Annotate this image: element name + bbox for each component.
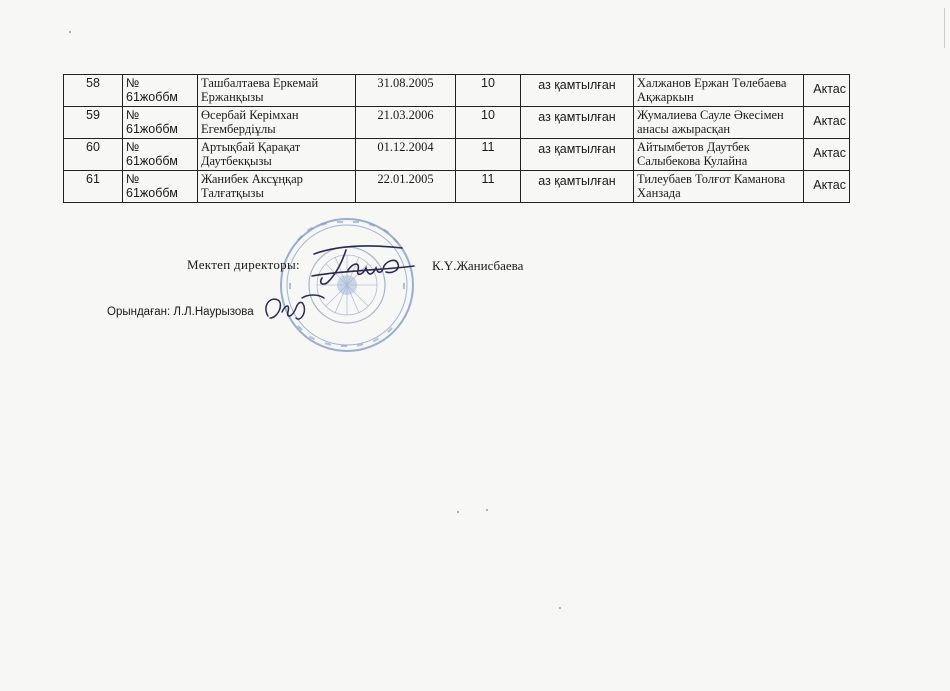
cell-status (521, 139, 634, 171)
director-label: Мектеп директоры: (187, 257, 300, 272)
cell-parent-names: Халжанов Ержан Төлебаева Ақжаркын (634, 75, 804, 107)
director-name: К.Ү.Жанисбаева (432, 258, 524, 273)
table-row (64, 107, 850, 139)
cell-status (521, 75, 634, 107)
cell-row-number: 60 (64, 139, 123, 171)
cell-birth-date: 31.08.2005 (356, 75, 456, 107)
scan-speck (486, 509, 488, 511)
cell-grade: 11 (456, 139, 521, 171)
cell-parent-names: Айтымбетов Даутбек Салыбекова Кулайна (634, 139, 804, 171)
cell-student-name: Жанибек Аксұңқар Талғатқызы (198, 171, 356, 203)
cell-student-name: Өсербай Керімхан Егембердіұлы (198, 107, 356, 139)
cell-birth-date: 21.03.2006 (356, 107, 456, 139)
cell-status (521, 107, 634, 139)
cell-village-text: Актас (813, 82, 846, 96)
cell-row-number: 61 (64, 171, 123, 203)
cell-school-code: № 61жоббм (123, 139, 198, 171)
cell-row-number: 58 (64, 75, 123, 107)
cell-village (804, 171, 850, 203)
executor-label: Орындаған: Л.Л.Наурызова (107, 306, 254, 318)
scan-speck (69, 31, 71, 33)
cell-status-text: аз қамтылған (538, 174, 616, 188)
cell-status-text: аз қамтылған (538, 110, 616, 124)
table-row (64, 171, 850, 203)
cell-status-text: аз қамтылған (538, 78, 616, 92)
cell-village-text: Актас (813, 146, 846, 160)
table-row (64, 75, 850, 107)
cell-parent-names: Жумалиева Сауле Әкесімен анасы ажырасқан (634, 107, 804, 139)
cell-village (804, 107, 850, 139)
student-table (63, 74, 850, 203)
cell-village-text: Актас (813, 178, 846, 192)
cell-status-text: аз қамтылған (538, 142, 616, 156)
executor-signature (258, 288, 328, 328)
cell-birth-date: 22.01.2005 (356, 171, 456, 203)
cell-school-code: № 61жоббм (123, 171, 198, 203)
cell-parent-names: Тилеубаев Толғот Каманова Ханзада (634, 171, 804, 203)
cell-grade: 10 (456, 107, 521, 139)
cell-student-name: Ташбалтаева Еркемай Ержанқызы (198, 75, 356, 107)
scan-speck (457, 511, 459, 513)
cell-grade: 10 (456, 75, 521, 107)
cell-village (804, 139, 850, 171)
cell-grade: 11 (456, 171, 521, 203)
cell-student-name: Артықбай Қарақат Даутбекқызы (198, 139, 356, 171)
table-row (64, 139, 850, 171)
cell-row-number: 59 (64, 107, 123, 139)
cell-school-code: № 61жоббм (123, 75, 198, 107)
cell-village (804, 75, 850, 107)
scan-edge (944, 8, 945, 48)
cell-school-code: № 61жоббм (123, 107, 198, 139)
table-body (64, 75, 850, 203)
scan-speck (559, 607, 561, 609)
cell-village-text: Актас (813, 114, 846, 128)
cell-status (521, 171, 634, 203)
director-signature (306, 240, 416, 290)
cell-birth-date: 01.12.2004 (356, 139, 456, 171)
